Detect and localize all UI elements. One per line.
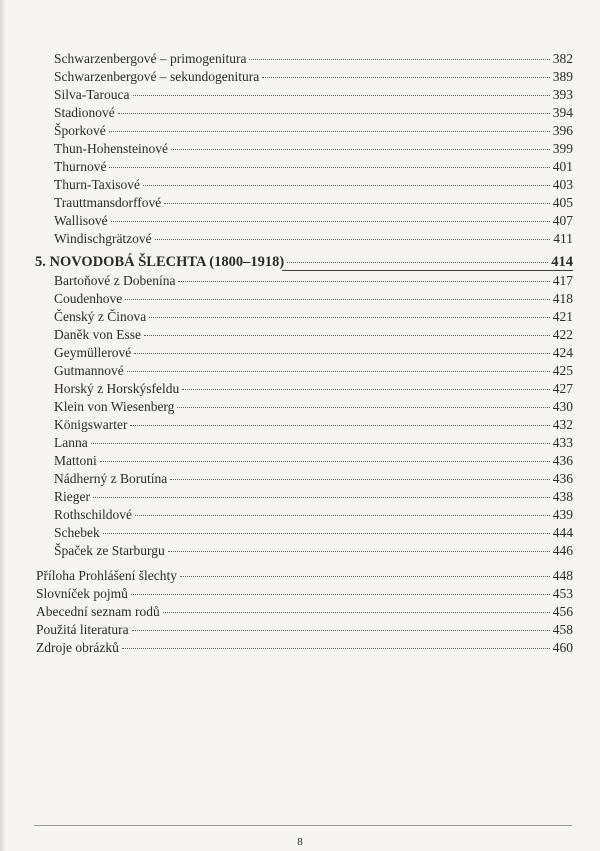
toc-entry[interactable] (54, 308, 573, 326)
toc-entry[interactable] (54, 488, 573, 506)
toc-entry-page: 411 (553, 231, 573, 246)
dot-leader (149, 317, 550, 318)
toc-entry-page: 444 (552, 525, 573, 540)
toc-entry[interactable] (54, 506, 573, 524)
dot-leader (168, 551, 550, 552)
toc-entry-page: 417 (552, 273, 573, 288)
toc-entry-page: 446 (552, 543, 573, 558)
toc-entry[interactable] (54, 86, 573, 104)
toc-entry[interactable] (54, 68, 573, 86)
toc-entry-label: Thun-Hohensteinové (54, 141, 168, 156)
toc-entry-page: 418 (552, 291, 573, 306)
toc-entry-label: Coudenhove (54, 291, 123, 306)
toc-entry-page: 432 (552, 417, 573, 432)
toc-entry[interactable] (54, 176, 573, 194)
dot-leader (93, 497, 550, 498)
toc-entry-page: 401 (552, 159, 573, 174)
toc-chapter-heading[interactable] (35, 253, 573, 271)
toc-entry-label: Horský z Horskýsfeldu (54, 381, 180, 396)
toc-entry-label: Gutmannové (54, 363, 124, 378)
toc-entry[interactable] (54, 344, 573, 362)
toc-entry-label: Windischgrätzové (54, 231, 152, 246)
toc-entry-label: Wallisové (54, 213, 108, 228)
toc-entry[interactable] (54, 158, 573, 176)
toc-entry[interactable] (54, 122, 573, 140)
toc-entry[interactable] (54, 104, 573, 122)
toc-back-matter-entry[interactable] (36, 621, 573, 639)
dot-leader (127, 371, 550, 372)
dot-leader (178, 281, 549, 282)
toc-entry-page: 421 (552, 309, 573, 324)
dot-leader (133, 95, 550, 96)
toc-entry-label: Šporkové (54, 123, 106, 138)
toc-entry-page: 403 (552, 177, 573, 192)
toc-entry-page: 430 (552, 399, 573, 414)
toc-entry-page: 405 (552, 195, 573, 210)
toc-entry[interactable] (54, 434, 573, 452)
toc-entry-label: Bartoňové z Dobenína (54, 273, 176, 288)
toc-entry-label: Nádherný z Borutína (54, 471, 168, 486)
dot-leader (171, 149, 550, 150)
toc-entry-page: 389 (552, 69, 573, 84)
dot-leader (122, 648, 550, 649)
chapter-underline (282, 270, 573, 271)
dot-leader (118, 113, 550, 114)
toc-entry[interactable] (54, 140, 573, 158)
toc-entry[interactable] (54, 362, 573, 380)
dot-leader (135, 515, 550, 516)
toc-entry[interactable] (54, 230, 573, 248)
toc-entry-label: Königswarter (54, 417, 128, 432)
toc-entry-label: Geymüllerové (54, 345, 132, 360)
dot-leader (130, 425, 549, 426)
toc-entry-label: Zdroje obrázků (36, 640, 119, 655)
dot-leader (132, 630, 550, 631)
toc-entry-label: Trauttmansdorffové (54, 195, 162, 210)
toc-back-matter-entry[interactable] (36, 585, 573, 603)
dot-leader (111, 221, 550, 222)
toc-entry-label: Schwarzenbergové – primogenitura (54, 51, 247, 66)
toc-entry-page: 453 (552, 586, 573, 601)
toc-entry-label: Schebek (54, 525, 100, 540)
dot-leader (109, 131, 550, 132)
toc-entry-label: Klein von Wiesenberg (54, 399, 175, 414)
toc-entry[interactable] (54, 290, 573, 308)
toc-entry-page: 399 (552, 141, 573, 156)
toc-back-matter-entry[interactable] (36, 603, 573, 621)
toc-entry-page: 396 (552, 123, 573, 138)
toc-entry-page: 424 (552, 345, 573, 360)
toc-entry-label: Slovníček pojmů (36, 586, 128, 601)
page-number: 8 (297, 836, 303, 848)
dot-leader (155, 239, 551, 240)
toc-entry-page: 448 (552, 568, 573, 583)
dot-leader (143, 185, 550, 186)
toc-entry-label: Lanna (54, 435, 88, 450)
toc-entry-label: Příloha Prohlášení šlechty (36, 568, 177, 583)
chapter-title: 5. NOVODOBÁ ŠLECHTA (1800–1918) (35, 254, 285, 270)
toc-entry[interactable] (54, 416, 573, 434)
toc-entry[interactable] (54, 542, 573, 560)
dot-leader (164, 203, 550, 204)
toc-entry-page: 425 (552, 363, 573, 378)
toc-entry-label: Daněk von Esse (54, 327, 141, 342)
dot-leader (170, 479, 550, 480)
toc-entry[interactable] (54, 272, 573, 290)
toc-entry[interactable] (54, 524, 573, 542)
dot-leader (180, 576, 550, 577)
toc-back-matter-entry[interactable] (36, 639, 573, 657)
toc-entry-page: 436 (552, 453, 573, 468)
toc-entry-page: 456 (552, 604, 573, 619)
toc-entry-page: 460 (552, 640, 573, 655)
toc-entry-page: 436 (552, 471, 573, 486)
toc-entry-page: 433 (552, 435, 573, 450)
toc-entry-label: Abecední seznam rodů (36, 604, 160, 619)
toc-entry-label: Silva-Tarouca (54, 87, 130, 102)
toc-entry-page: 438 (552, 489, 573, 504)
toc-entry[interactable] (54, 326, 573, 344)
toc-entry-page: 427 (552, 381, 573, 396)
toc-entry[interactable] (54, 380, 573, 398)
dot-leader (249, 59, 549, 60)
dot-leader (182, 389, 550, 390)
dot-leader (287, 262, 548, 263)
dot-leader (103, 533, 550, 534)
toc-entry-page: 394 (552, 105, 573, 120)
toc-entry-label: Schwarzenbergové – sekundogenitura (54, 69, 260, 84)
toc-entry[interactable] (54, 194, 573, 212)
toc-entry-page: 393 (552, 87, 573, 102)
toc-entry-label: Thurn-Taxisové (54, 177, 141, 192)
toc-entry-page: 382 (552, 51, 573, 66)
dot-leader (109, 167, 549, 168)
dot-leader (131, 594, 550, 595)
toc-entry-label: Použitá literatura (36, 622, 129, 637)
chapter-page: 414 (551, 254, 573, 270)
toc-entry-label: Stadionové (54, 105, 115, 120)
toc-entry-label: Thurnové (54, 159, 107, 174)
dot-leader (163, 612, 550, 613)
dot-leader (134, 353, 550, 354)
toc-back-matter-entry[interactable] (36, 567, 573, 585)
toc-entry[interactable] (54, 50, 573, 68)
toc-entry-page: 422 (552, 327, 573, 342)
toc-entry-label: Špaček ze Starburgu (54, 543, 165, 558)
dot-leader (125, 299, 550, 300)
toc-entry[interactable] (54, 212, 573, 230)
toc-entry[interactable] (54, 452, 573, 470)
dot-leader (144, 335, 550, 336)
dot-leader (262, 77, 550, 78)
page-edge-shadow (0, 0, 6, 851)
footer-rule (34, 825, 572, 826)
toc-entry-page: 439 (552, 507, 573, 522)
toc-entry-label: Mattoni (54, 453, 97, 468)
toc-entry[interactable] (54, 470, 573, 488)
dot-leader (100, 461, 550, 462)
toc-entry-page: 407 (552, 213, 573, 228)
toc-entry-label: Rothschildové (54, 507, 132, 522)
toc-entry-label: Rieger (54, 489, 90, 504)
toc-entry-label: Čenský z Činova (54, 309, 147, 324)
toc-entry-page: 458 (552, 622, 573, 637)
dot-leader (91, 443, 550, 444)
dot-leader (177, 407, 549, 408)
toc-entry[interactable] (54, 398, 573, 416)
